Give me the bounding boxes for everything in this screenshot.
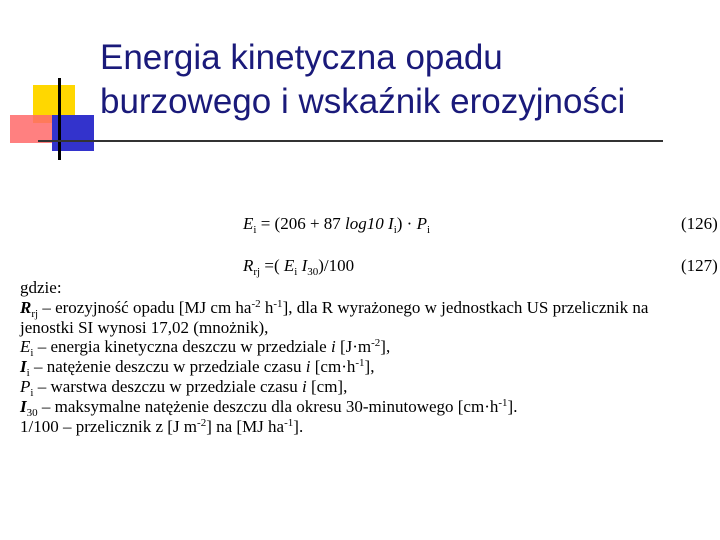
def-text: – warstwa deszczu w przedziale czasu — [33, 376, 303, 396]
def-subscript: rj — [31, 307, 39, 320]
def-superscript: -1 — [498, 396, 508, 409]
eq-subscript: rj — [253, 266, 261, 278]
definition-rrj — [20, 298, 720, 318]
eq-subscript: i — [294, 266, 298, 278]
definition-ii — [20, 357, 720, 380]
def-text: ], — [380, 337, 391, 357]
slide-title-line-1: Energia kinetyczna opadu — [100, 38, 503, 77]
def-symbol: P — [20, 376, 31, 396]
def-superscript: -1 — [273, 297, 283, 310]
def-variable: i — [305, 357, 311, 377]
equation-number: (126) — [681, 214, 718, 233]
eq-subscript: i — [393, 224, 397, 236]
def-text: ]. — [293, 416, 304, 436]
def-text: ], dla R wyrażonego w jednostkach US przelicznik na — [282, 297, 649, 317]
slide-title — [100, 36, 625, 124]
eq-symbol: I — [301, 256, 308, 275]
eq-text: =( — [260, 256, 284, 275]
def-text: – maksymalne natężenie deszczu dla okresu 30-minutowego [cm·h — [37, 396, 499, 416]
definition-conversion — [20, 417, 720, 437]
def-symbol: I — [20, 396, 27, 416]
def-superscript: -2 — [371, 337, 381, 350]
eq-symbol: R — [243, 256, 254, 275]
def-text: 1/100 – przelicznik z [J m — [20, 416, 198, 436]
equation-126 — [243, 214, 430, 234]
equation-127 — [243, 256, 354, 276]
eq-subscript: i — [253, 224, 257, 236]
def-text: ] na [MJ ha — [206, 416, 285, 436]
def-symbol: E — [20, 337, 31, 357]
def-superscript: -1 — [355, 357, 365, 370]
slide-title-line-2: burzowego i wskaźnik erozyjności — [100, 82, 626, 121]
definition-ei — [20, 337, 720, 360]
def-text: [J·m — [335, 337, 372, 357]
definition-rrj-continued: jenostki SI wynosi 17,02 (mnożnik), — [20, 317, 269, 337]
eq-text: ) · — [396, 214, 417, 233]
def-text: [cm·h — [310, 357, 356, 377]
def-symbol: R — [20, 297, 32, 317]
def-symbol: I — [20, 357, 27, 377]
def-subscript: i — [30, 386, 34, 399]
def-superscript: -2 — [197, 416, 207, 429]
eq-subscript: 30 — [307, 266, 319, 278]
def-text: – natężenie deszczu w przedziale czasu — [29, 357, 306, 377]
def-text: – energia kinetyczna deszczu w przedziale — [33, 337, 331, 357]
def-text: h — [260, 297, 274, 317]
def-subscript: i — [30, 347, 34, 360]
definitions-intro: gdzie: — [20, 278, 62, 297]
def-text: ]. — [507, 396, 518, 416]
def-variable: i — [330, 337, 336, 357]
eq-symbol: P — [416, 214, 427, 233]
definition-pi — [20, 377, 720, 397]
eq-log: log10 I — [345, 214, 394, 233]
eq-symbol: E — [283, 256, 295, 275]
definitions-block — [20, 278, 720, 436]
def-text: – erozyjność opadu [MJ cm ha — [38, 297, 252, 317]
def-subscript: 30 — [26, 406, 38, 419]
def-text: ], — [364, 357, 375, 377]
eq-subscript: i — [426, 224, 431, 236]
def-superscript: -2 — [251, 297, 261, 310]
definition-i30 — [20, 397, 720, 417]
def-subscript: i — [26, 367, 30, 380]
eq-symbol: E — [243, 214, 254, 233]
def-text: [cm], — [306, 376, 348, 396]
def-variable: i — [302, 376, 307, 396]
eq-text: )/100 — [318, 256, 355, 275]
decorative-vertical-line — [58, 78, 61, 160]
def-superscript: -1 — [284, 416, 294, 429]
eq-text: = (206 + 87 — [256, 214, 346, 233]
equation-number: (127) — [681, 256, 718, 275]
decorative-red-square — [10, 115, 56, 143]
title-underline — [38, 140, 663, 142]
